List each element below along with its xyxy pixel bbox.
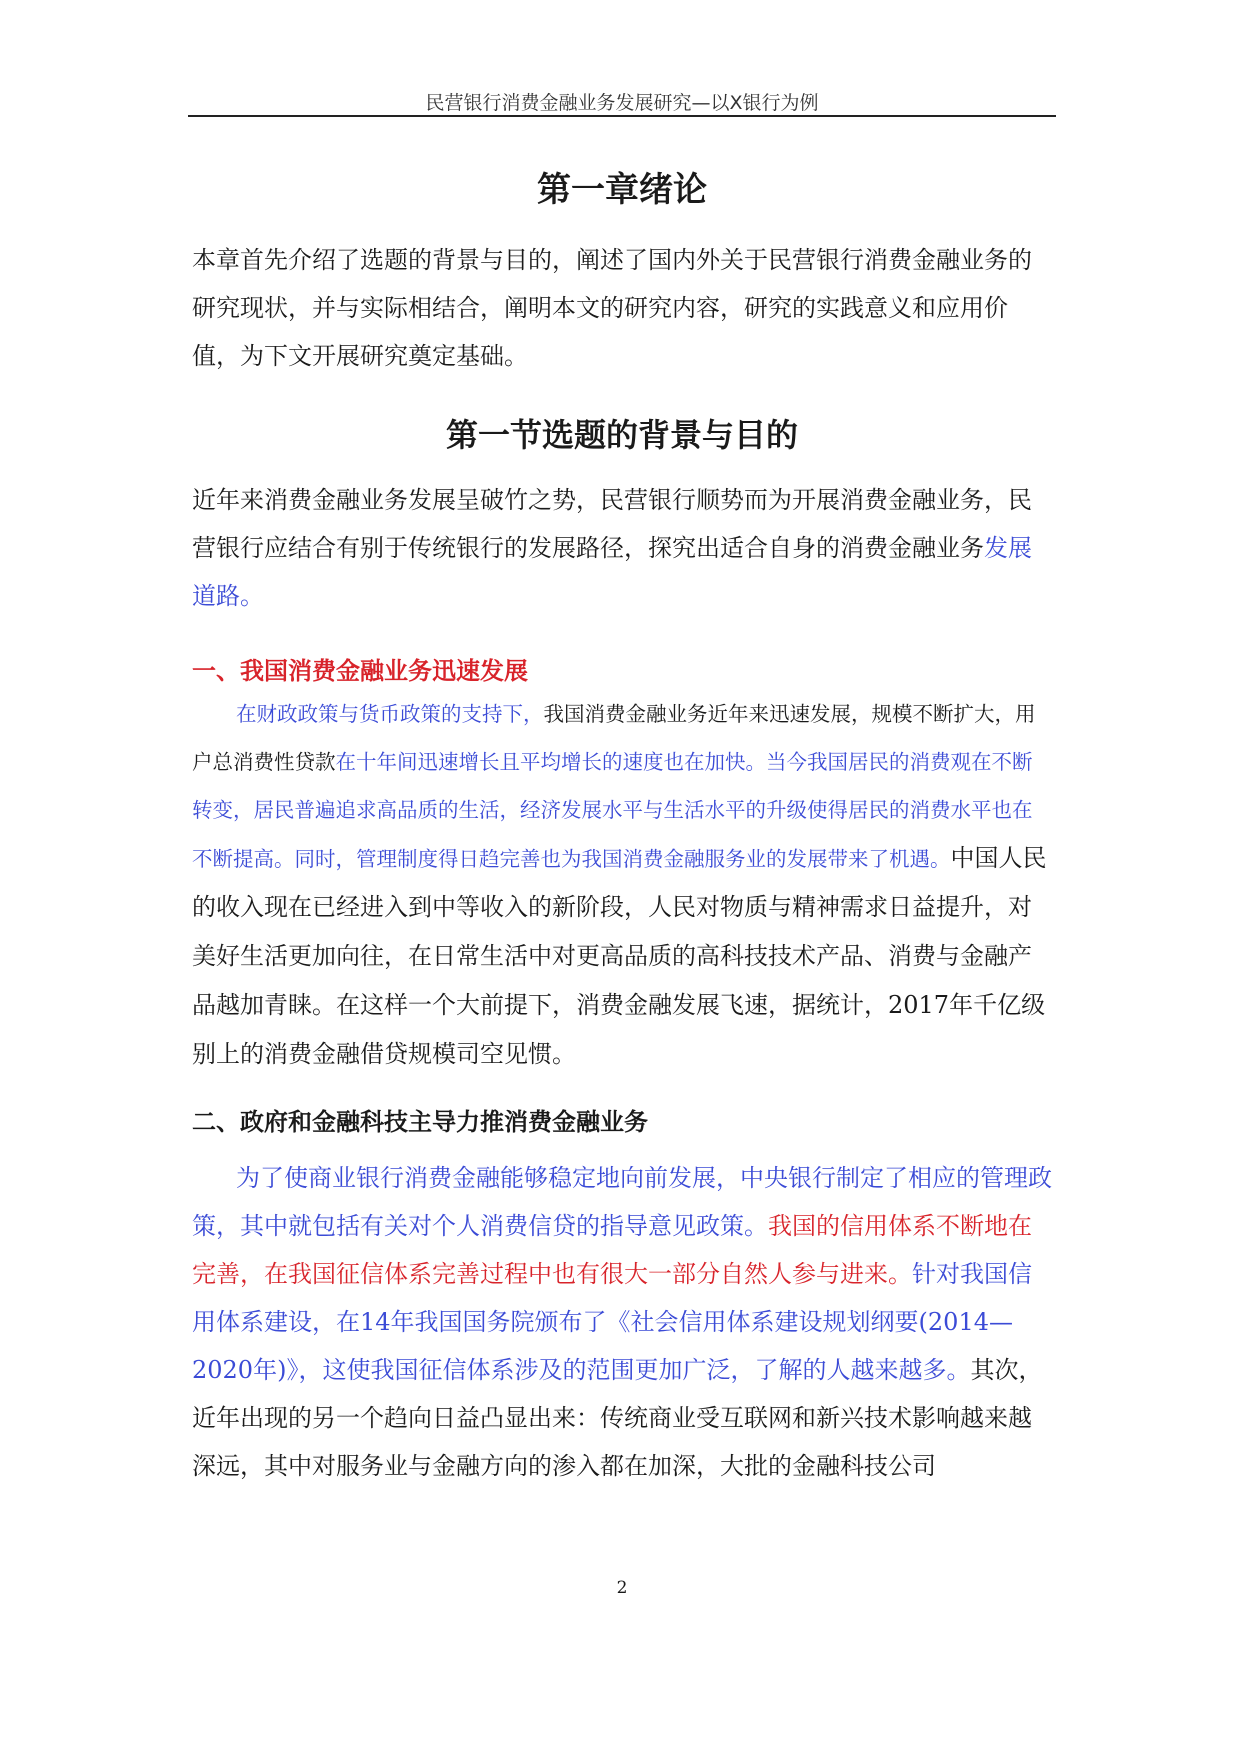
sub1-text-blue-1: 在财政政策与货币政策的支持下， bbox=[236, 702, 544, 726]
section-intro bbox=[192, 476, 1052, 620]
section-intro-text: 近年来消费金融业务发展呈破竹之势，民营银行顺势而为开展消费金融业务，民营银行应结合有别于传统银行的发展路径，探究出适合自身的消费金融业务 bbox=[192, 486, 1032, 562]
subsection-1-paragraph bbox=[192, 690, 1052, 1079]
subsection-1-title: 一、我国消费金融业务迅速发展 bbox=[192, 657, 528, 685]
sub2-text-blue-2: 针对我国信用体系建设，在14年我国国务院颁布了《社会信用体系建设规划纲要(2014— bbox=[192, 1260, 1032, 1336]
chapter-title: 第一章绪论 bbox=[537, 170, 707, 210]
section-intro-highlight: 发展道路。 bbox=[192, 534, 1032, 610]
chapter-intro: 本章首先介绍了选题的背景与目的，阐述了国内外关于民营银行消费金融业务的研究现状，并与实际相结合，阐明本文的研究内容，研究的实践意义和应用价值，为下文开展研究奠定基础。 bbox=[192, 246, 1032, 370]
sub2-text-black: 其次，近年出现的另一个趋向日益凸显出来：传统商业受互联网和新兴技术影响越来越深远，其中对服务业与金融方向的渗入都在加深，大批的金融科技公司 bbox=[192, 1356, 1043, 1480]
sub1-text-black-2: 中国人民的收入现在已经进入到中等收入的新阶段，人民对物质与精神需求日益提升，对美好生活更加向往，在日常生活中对更高品质的高科技技术产品、消费与金融产品越加青睐。在这样一个大前提下，消费金融发展飞速，据统计，2017年千亿级别上的消费金融借贷规模司空见惯。 bbox=[192, 844, 1047, 1068]
sub1-text-black-1: 我国消费金融业务近年来迅速发展，规模不断扩大，用户总消费性贷款 bbox=[192, 702, 1036, 774]
sub1-text-blue-2: 在十年间迅速增长且平均增长的速度也在加快。当今我国居民的消费观在不断转变，居民普遍追求高品质的生活，经济发展水平与生活水平的升级使得居民的消费水平也在不断提高。同时，管理制度得日趋完善也为我国消费金融服务业的发展带来了机遇。 bbox=[192, 750, 1033, 871]
running-header: 民营银行消费金融业务发展研究—以X银行为例 bbox=[425, 92, 819, 114]
sub2-text-blue-3: 2020年)》，这使我国征信体系涉及的范围更加广泛，了解的人越来越多。 bbox=[192, 1356, 971, 1384]
page-number: 2 bbox=[616, 1578, 628, 1598]
sub2-text-red: 我国的信用体系不断地在完善，在我国征信体系完善过程中也有很大一部分自然人参与进来。 bbox=[192, 1212, 1032, 1288]
subsection-2-title: 二、政府和金融科技主导力推消费金融业务 bbox=[192, 1108, 648, 1136]
subsection-2-paragraph bbox=[192, 1154, 1052, 1490]
header-rule bbox=[188, 115, 1056, 117]
sub2-text-blue-1: 为了使商业银行消费金融能够稳定地向前发展，中央银行制定了相应的管理政策，其中就包括有关对个人消费信贷的指导意见政策。 bbox=[192, 1164, 1052, 1240]
section-title: 第一节选题的背景与目的 bbox=[445, 416, 798, 454]
